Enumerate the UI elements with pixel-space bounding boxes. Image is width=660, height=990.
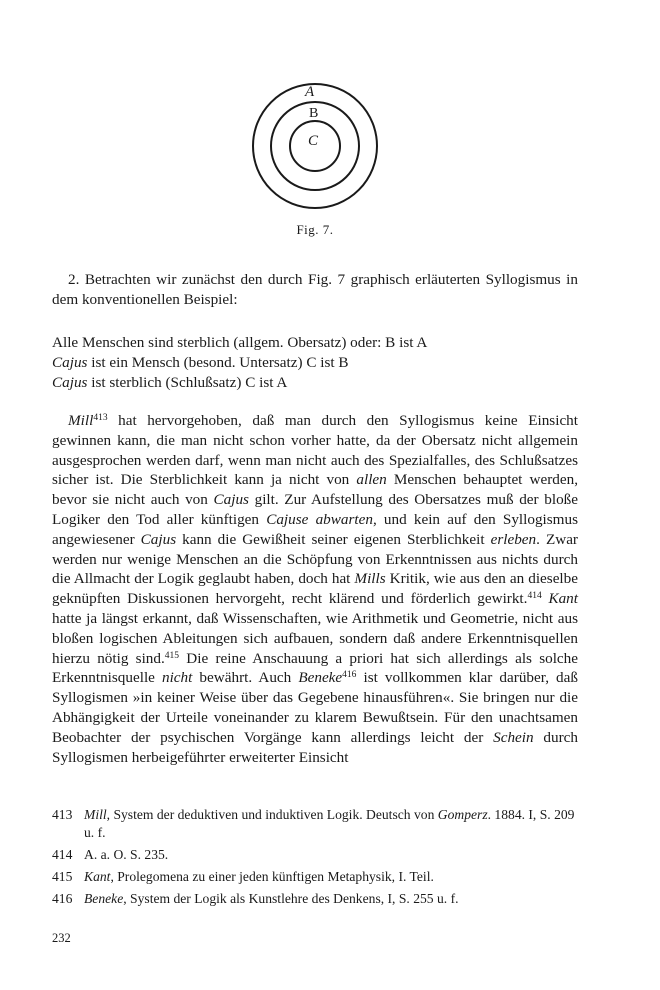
translator-gomperz: Gomperz — [437, 807, 488, 822]
author-mills: Mills — [354, 570, 386, 588]
footnote-text: , System der deduktiven und induktiven Logik. Deutsch von — [106, 807, 438, 822]
text-segment: ist vollkommen klar darüber, daß Syllogismen »in keiner Weise über das Gegebene hinausführen«. Sie bringen nur die Abhängigkeit der Urteile voneinander zu klarem Bewußtsein. Für den unachtsamen Beobachter der psychischen Vorgänge kann allerdings leicht der — [52, 669, 578, 746]
name-cajus: Cajus — [52, 373, 88, 391]
text-segment: Menschen behauptet werden, bevor sie nicht auch von — [52, 471, 578, 509]
footnote-text: , System der Logik als Kunstlehre des Denkens, I, S. 255 u. f. — [123, 891, 459, 906]
text-segment: durch Syllogismen herbeigeführter erweiterter Einsicht — [52, 728, 578, 766]
syllogism-line-2 — [52, 353, 578, 373]
text-segment: hat hervorgehoben, daß man durch den Syllogismus keine Einsicht gewinnen kann, die man nicht schon vorher hatte, da der Obersatz nicht allgemein ausgesprochen werden darf, wenn man nicht auch des Spezialfalles, des Schlußsatzes sicher ist. Die Sterblichkeit kann ja nicht von — [52, 412, 578, 489]
footnote-text: , Prolegomena zu einer jeden künftigen Metaphysik, I. Teil. — [110, 869, 434, 884]
footnote-ref-415: 415 — [164, 650, 180, 661]
author-kant: Kant — [84, 869, 111, 884]
text-segment: , und kein auf den Syllogismus angewiesener — [52, 510, 578, 548]
text-segment: bewährt. Auch — [192, 669, 299, 687]
syllogism-line-1: Alle Menschen sind sterblich (allgem. Obersatz) oder: B ist A — [52, 334, 428, 351]
emphasis-cajuse-abwarten: Cajuse abwarten — [266, 510, 373, 528]
page-number: 232 — [52, 931, 71, 945]
emphasis-schein: Schein — [493, 728, 534, 746]
figure-caption: Fig. 7. — [296, 222, 334, 237]
emphasis-nicht: nicht — [161, 669, 193, 687]
name-cajus: Cajus — [213, 491, 249, 509]
author-mill: Mill — [84, 807, 107, 822]
footnote-ref-413: 413 — [93, 413, 108, 423]
circle-label-b: B — [309, 106, 319, 121]
emphasis-erleben: erleben — [490, 530, 537, 548]
author-beneke: Beneke — [298, 669, 343, 687]
circle-label-c: C — [308, 133, 319, 149]
footnote-ref-414: 414 — [527, 591, 542, 602]
emphasis-allen: allen — [356, 471, 387, 489]
syllogism-line-2-text: ist ein Mensch (besond. Untersatz) C ist B — [87, 353, 349, 371]
footnote-ref-416: 416 — [342, 670, 357, 681]
main-paragraph — [52, 411, 578, 767]
footnote-413 — [52, 806, 578, 842]
footnotes — [52, 806, 578, 912]
circle-label-a: A — [305, 84, 315, 100]
paragraph-2: 2. Betrachten wir zunächst den durch Fig. 7 graphisch erläuterten Syllogismus in dem konventionellen Beispiel: — [52, 271, 578, 308]
footnote-number: 416 — [52, 891, 73, 906]
author-mill: Mill — [68, 412, 94, 429]
footnote-414 — [52, 846, 578, 864]
author-beneke: Beneke — [84, 891, 124, 906]
footnote-text: . 1884. I, S. 209 u. f. — [84, 807, 575, 840]
footnote-number: 414 — [52, 847, 73, 862]
footnote-415 — [52, 868, 578, 886]
name-cajus: Cajus — [140, 530, 177, 548]
author-kant: Kant — [548, 590, 578, 608]
footnote-text: A. a. O. S. 235. — [84, 847, 169, 862]
syllogism-block — [52, 333, 578, 392]
text-segment: hatte ja längst erkannt, daß Wissenschaften, wie Arithmetik und Geometrie, nicht aus bloßen logischen Ableitungen sich aufbauen, sondern daß andere Erkenntnisquellen hierzu nötig sind. — [52, 609, 578, 667]
syllogism-line-3-text: ist sterblich (Schlußsatz) C ist A — [87, 373, 288, 391]
name-cajus: Cajus — [52, 353, 88, 371]
text-segment: Kritik, wie aus den an dieselbe geknüpften Diskussionen hervorgeht, recht klärend und förderlich gewirkt. — [52, 570, 578, 608]
text-segment: kann die Gewißheit seiner eigenen Sterblichkeit — [176, 530, 491, 548]
figure-7 — [245, 82, 385, 242]
concentric-circles-diagram — [245, 82, 385, 222]
syllogism-line-3 — [52, 373, 578, 393]
footnote-number: 415 — [52, 869, 73, 884]
footnote-416 — [52, 890, 578, 908]
text-segment: Die reine Anschauung a priori hat sich allerdings als solche Erkenntnisquelle — [52, 649, 578, 687]
text-segment: . Zwar werden nur wenige Menschen an die Schöpfung von Erkenntnissen aus nichts durch die Allmacht der Logik geglaubt haben, doch hat — [52, 530, 578, 588]
footnote-number: 413 — [52, 807, 73, 822]
text-segment: gilt. Zur Aufstellung des Obersatzes muß der bloße Logiker den Tod aller künftigen — [52, 491, 578, 528]
